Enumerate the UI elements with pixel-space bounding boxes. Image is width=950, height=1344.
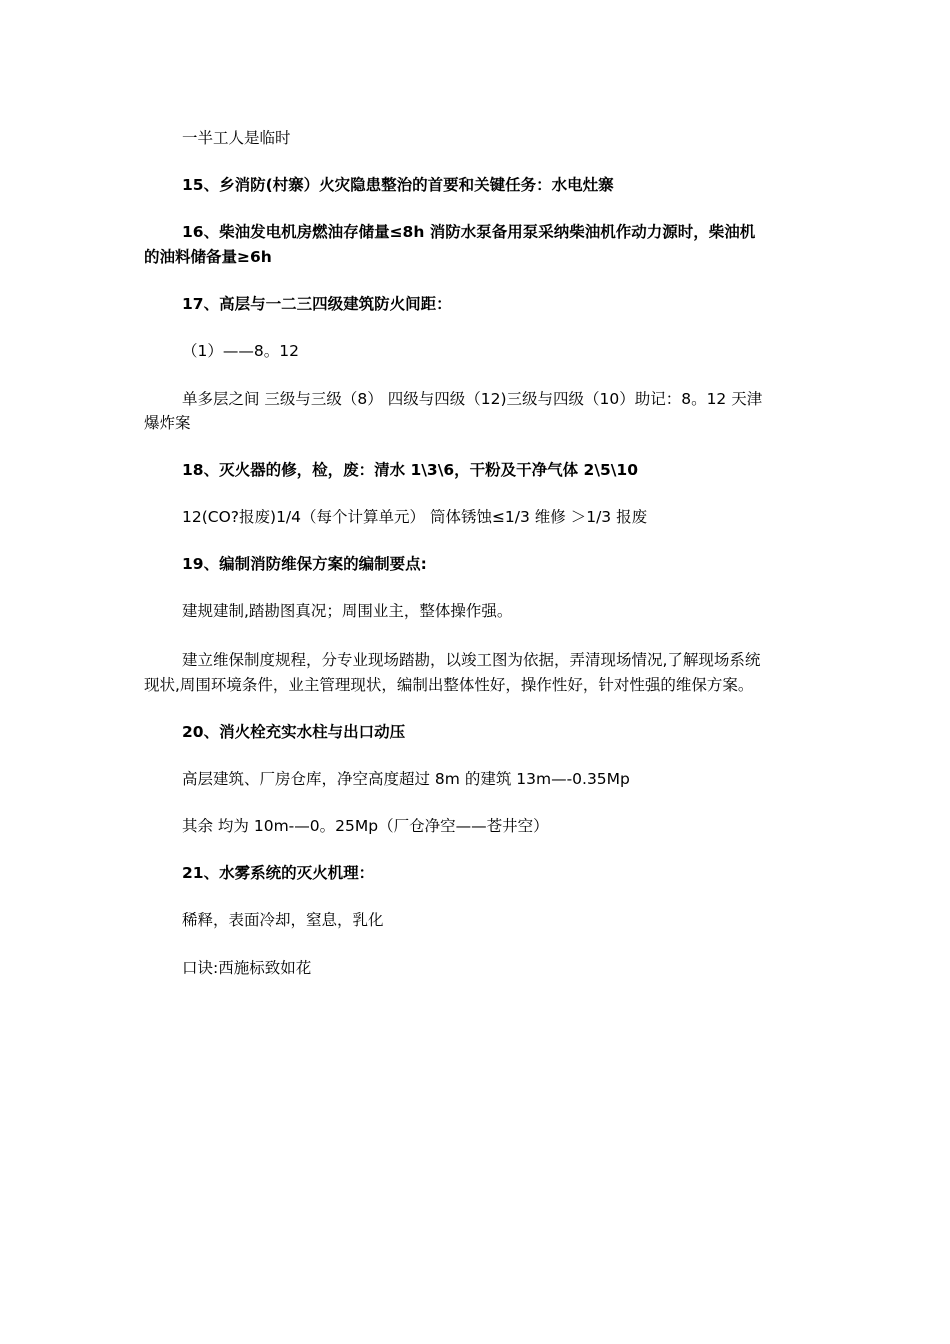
heading-line: 21、水雾系统的灭火机理： [182,864,375,882]
text-line: 其余 均为 10m-—0。25Mp（厂仓净空——苍井空） [182,817,549,835]
heading-line: 16、柴油发电机房燃油存储量≤8h 消防水泵备用泵采纳柴油机作动力源时，柴油机 [182,223,756,241]
text-line: （1）——8。12 [182,342,299,360]
heading-line: 15、乡消防(村寨）火灾隐患整治的首要和关键任务：水电灶寨 [182,176,614,194]
text-line: 单多层之间 三级与三级（8） 四级与四级（12)三级与四级（10）助记：8。12 天津 [182,390,763,408]
heading-line: 18、灭火器的修，检，废：清水 1\3\6，干粉及干净气体 2\5\10 [182,461,639,479]
heading-line: 17、高层与一二三四级建筑防火间距： [182,295,452,313]
text-line: 一半工人是临时 [182,129,291,147]
text-line: 高层建筑、厂房仓库，净空高度超过 8m 的建筑 13m—-0.35Mp [182,770,630,788]
text-line: 12(CO?报废)1/4（每个计算单元） 筒体锈蚀≤1/3 维修 ＞1/3 报废 [182,508,648,526]
heading-line: 20、消火栓充实水柱与出口动压 [182,723,406,741]
heading-line: 19、编制消防维保方案的编制要点: [182,555,427,573]
text-line-continuation: 爆炸案 [144,414,191,432]
text-line: 口诀:西施标致如花 [182,959,312,977]
heading-line-continuation: 的油料储备量≥6h [144,248,272,266]
text-line-continuation: 现状,周围环境条件，业主管理现状，编制出整体性好，操作性好，针对性强的维保方案。 [144,676,754,694]
text-line: 建立维保制度规程，分专业现场踏勘，以竣工图为依据，弄清现场情况,了解现场系统 [182,651,761,669]
text-line: 稀释，表面冷却，窒息，乳化 [182,911,384,929]
text-line: 建规建制,踏勘图真况；周围业主，整体操作强。 [182,602,513,620]
